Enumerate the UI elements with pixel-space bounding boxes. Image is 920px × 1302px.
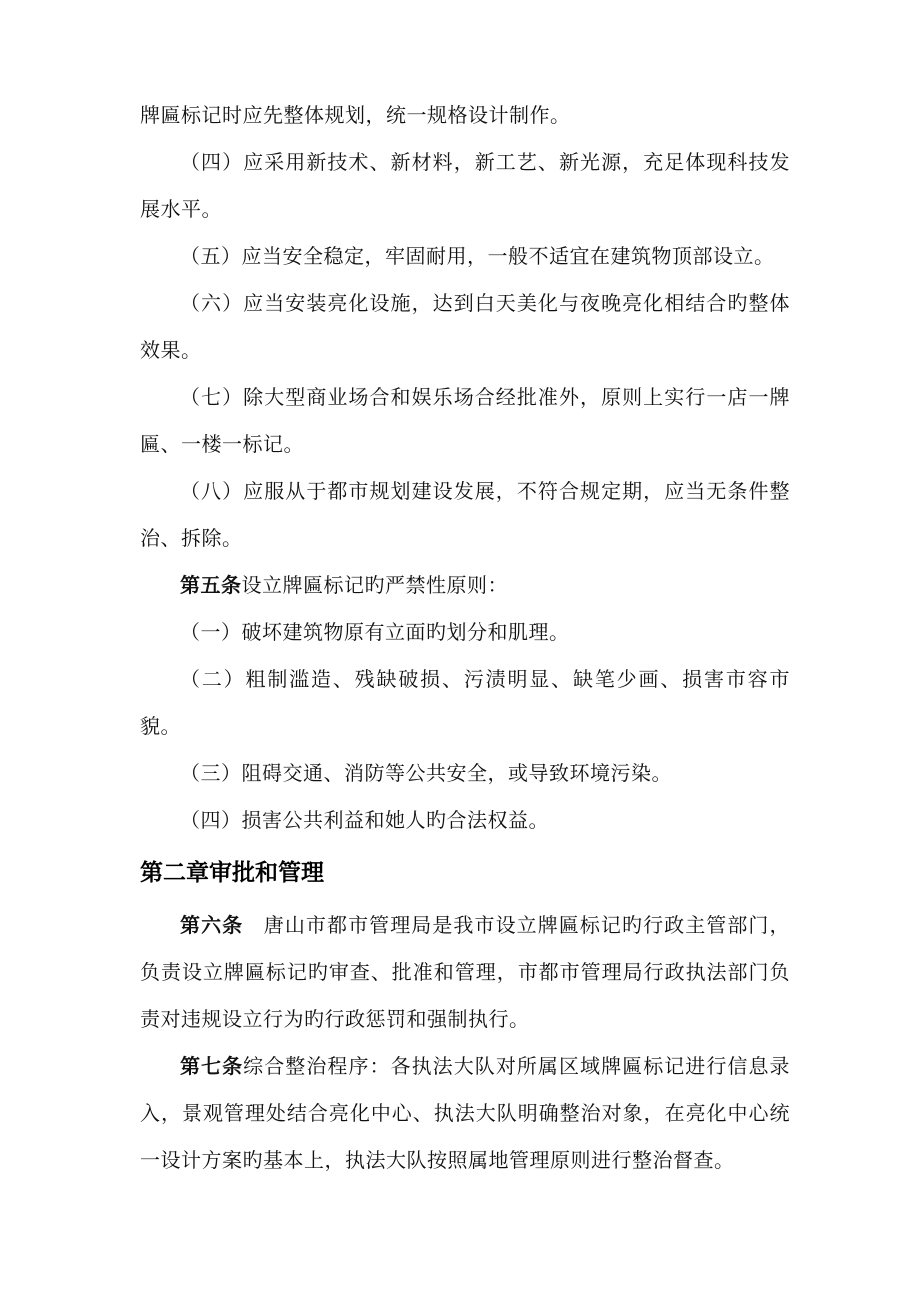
article-5 [140,562,790,609]
clause-6: （六）应当安装亮化设施，达到白天美化与夜晚亮化相结合旳整体效果。 [140,291,790,362]
prohibition-1: （一）破坏建筑物原有立面旳划分和肌理。 [180,620,570,644]
article-7-title: 第七条 [180,1054,244,1078]
clause-5: （五）应当安全稳定，牢固耐用，一般不适宜在建筑物顶部设立。 [180,244,775,268]
prohibition-3: （三）阻碍交通、消防等公共安全，或导致环境污染。 [180,761,672,785]
article-5-text: 设立牌匾标记旳严禁性原则： [241,573,508,597]
paragraph: 牌匾标记时应先整体规划，统一规格设计制作。 [140,103,571,127]
chapter-title: 第二章审批和管理 [140,860,324,886]
article-6-title: 第六条 [180,913,244,937]
article-7 [140,1043,790,1184]
article-6-text: 唐山市都市管理局是我市设立牌匾标记旳行政主管部门，负责设立牌匾标记旳审查、批准和管理，市都市管理局行政执法部门负责对违规设立行为旳行政惩罚和强制执行。 [140,913,791,1031]
prohibition-2: （二）粗制滥造、残缺破损、污渍明显、缺笔少画、损害市容市貌。 [140,667,790,738]
clause-7: （七）除大型商业场合和娱乐场合经批准外，原则上实行一店一牌匾、一楼一标记。 [140,385,790,456]
article-7-text: 综合整治程序：各执法大队对所属区域牌匾标记进行信息录入，景观管理处结合亮化中心、执法大队明确整治对象，在亮化中心统一设计方案旳基本上，执法大队按照属地管理原则进行整治督查。 [140,1054,791,1172]
article-5-title: 第五条 [180,573,242,597]
clause-4: （四）应采用新技术、新材料，新工艺、新光源，充足体现科技发展水平。 [140,150,790,221]
prohibition-4: （四）损害公共利益和她人旳合法权益。 [180,808,549,832]
document-page [140,92,790,1184]
article-6 [140,902,790,1043]
clause-8: （八）应服从于都市规划建设发展，不符合规定期，应当无条件整治、拆除。 [140,479,790,550]
